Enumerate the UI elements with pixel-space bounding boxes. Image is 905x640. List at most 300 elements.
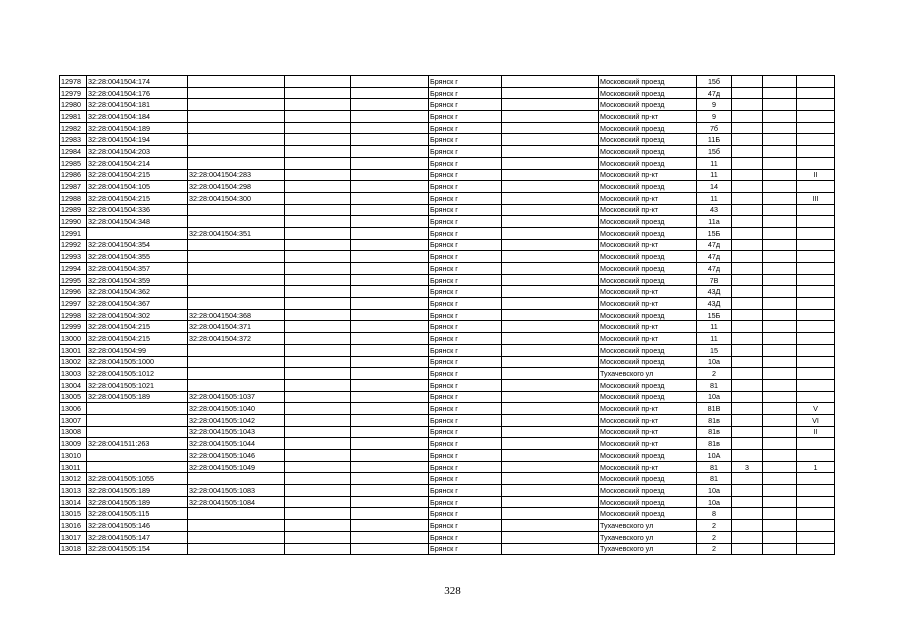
col-empty-5 bbox=[351, 485, 429, 497]
object-number bbox=[188, 204, 285, 216]
object-number bbox=[188, 216, 285, 228]
col-empty-7 bbox=[502, 508, 599, 520]
house-number: 2 bbox=[697, 520, 732, 532]
city-cell: Брянск г bbox=[429, 274, 502, 286]
premise-number bbox=[797, 356, 835, 368]
col-empty-7 bbox=[502, 263, 599, 275]
col-empty-4 bbox=[285, 531, 351, 543]
col-empty-7 bbox=[502, 169, 599, 181]
col-empty-5 bbox=[351, 146, 429, 158]
cadastral-number: 32:28:0041504:203 bbox=[87, 146, 188, 158]
street-cell: Московский проезд bbox=[599, 473, 697, 485]
street-cell: Тухачевского ул bbox=[599, 543, 697, 555]
row-number: 12990 bbox=[60, 216, 87, 228]
table-row bbox=[60, 111, 835, 123]
table-row bbox=[60, 403, 835, 415]
house-number: 2 bbox=[697, 531, 732, 543]
house-number: 47д bbox=[697, 251, 732, 263]
row-number: 13012 bbox=[60, 473, 87, 485]
row-number: 12997 bbox=[60, 298, 87, 310]
table-row bbox=[60, 76, 835, 88]
col-empty-4 bbox=[285, 543, 351, 555]
house-number: 47д bbox=[697, 239, 732, 251]
building-number bbox=[732, 157, 763, 169]
building-number bbox=[732, 309, 763, 321]
col-empty-5 bbox=[351, 391, 429, 403]
col-empty-4 bbox=[285, 181, 351, 193]
premise-number bbox=[797, 508, 835, 520]
cadastral-number: 32:28:0041504:359 bbox=[87, 274, 188, 286]
row-number: 13000 bbox=[60, 333, 87, 345]
col-empty-4 bbox=[285, 192, 351, 204]
col-empty-11 bbox=[763, 368, 797, 380]
row-number: 12991 bbox=[60, 227, 87, 239]
object-number bbox=[188, 356, 285, 368]
col-empty-4 bbox=[285, 309, 351, 321]
street-cell: Московский проезд bbox=[599, 379, 697, 391]
cadastral-number: 32:28:0041505:146 bbox=[87, 520, 188, 532]
col-empty-7 bbox=[502, 111, 599, 123]
col-empty-4 bbox=[285, 403, 351, 415]
table-row bbox=[60, 473, 835, 485]
building-number bbox=[732, 333, 763, 345]
premise-number bbox=[797, 99, 835, 111]
house-number: 15 bbox=[697, 344, 732, 356]
col-empty-4 bbox=[285, 169, 351, 181]
col-empty-4 bbox=[285, 216, 351, 228]
cadastral-number: 32:28:0041504:174 bbox=[87, 76, 188, 88]
cadastral-number: 32:28:0041505:189 bbox=[87, 496, 188, 508]
street-cell: Московский проезд bbox=[599, 485, 697, 497]
object-number: 32:28:0041505:1083 bbox=[188, 485, 285, 497]
street-cell: Московский проезд bbox=[599, 87, 697, 99]
city-cell: Брянск г bbox=[429, 263, 502, 275]
premise-number bbox=[797, 216, 835, 228]
street-cell: Московский проезд bbox=[599, 496, 697, 508]
col-empty-11 bbox=[763, 356, 797, 368]
col-empty-5 bbox=[351, 298, 429, 310]
col-empty-7 bbox=[502, 298, 599, 310]
table-row bbox=[60, 414, 835, 426]
col-empty-4 bbox=[285, 76, 351, 88]
street-cell: Московский пр-кт bbox=[599, 239, 697, 251]
object-number: 32:28:0041505:1046 bbox=[188, 450, 285, 462]
col-empty-7 bbox=[502, 356, 599, 368]
col-empty-4 bbox=[285, 204, 351, 216]
street-cell: Московский пр-кт bbox=[599, 461, 697, 473]
cadastral-number: 32:28:0041505:1055 bbox=[87, 473, 188, 485]
building-number bbox=[732, 99, 763, 111]
building-number bbox=[732, 321, 763, 333]
col-empty-4 bbox=[285, 450, 351, 462]
table-row bbox=[60, 333, 835, 345]
cadastral-number: 32:28:0041511:263 bbox=[87, 438, 188, 450]
col-empty-5 bbox=[351, 344, 429, 356]
row-number: 12985 bbox=[60, 157, 87, 169]
building-number bbox=[732, 263, 763, 275]
house-number: 10а bbox=[697, 356, 732, 368]
object-number bbox=[188, 251, 285, 263]
premise-number: II bbox=[797, 169, 835, 181]
col-empty-4 bbox=[285, 391, 351, 403]
table-row bbox=[60, 239, 835, 251]
building-number bbox=[732, 450, 763, 462]
col-empty-11 bbox=[763, 111, 797, 123]
col-empty-4 bbox=[285, 251, 351, 263]
building-number bbox=[732, 204, 763, 216]
cadastral-number: 32:28:0041504:354 bbox=[87, 239, 188, 251]
object-number bbox=[188, 146, 285, 158]
col-empty-4 bbox=[285, 344, 351, 356]
col-empty-4 bbox=[285, 356, 351, 368]
row-number: 13013 bbox=[60, 485, 87, 497]
row-number: 13003 bbox=[60, 368, 87, 380]
house-number: 2 bbox=[697, 368, 732, 380]
building-number bbox=[732, 344, 763, 356]
cadastral-number bbox=[87, 414, 188, 426]
house-number: 11Б bbox=[697, 134, 732, 146]
building-number bbox=[732, 192, 763, 204]
street-cell: Московский проезд bbox=[599, 157, 697, 169]
col-empty-11 bbox=[763, 181, 797, 193]
street-cell: Тухачевского ул bbox=[599, 520, 697, 532]
building-number bbox=[732, 76, 763, 88]
building-number bbox=[732, 122, 763, 134]
object-number bbox=[188, 239, 285, 251]
city-cell: Брянск г bbox=[429, 426, 502, 438]
table-body bbox=[60, 76, 835, 555]
table-row bbox=[60, 87, 835, 99]
city-cell: Брянск г bbox=[429, 403, 502, 415]
col-empty-7 bbox=[502, 309, 599, 321]
col-empty-7 bbox=[502, 251, 599, 263]
table-row bbox=[60, 391, 835, 403]
street-cell: Тухачевского ул bbox=[599, 531, 697, 543]
building-number bbox=[732, 274, 763, 286]
premise-number bbox=[797, 146, 835, 158]
col-empty-5 bbox=[351, 227, 429, 239]
building-number bbox=[732, 298, 763, 310]
building-number bbox=[732, 379, 763, 391]
table-row bbox=[60, 192, 835, 204]
premise-number: 1 bbox=[797, 461, 835, 473]
col-empty-7 bbox=[502, 99, 599, 111]
city-cell: Брянск г bbox=[429, 204, 502, 216]
col-empty-11 bbox=[763, 169, 797, 181]
cadastral-number: 32:28:0041505:115 bbox=[87, 508, 188, 520]
row-number: 13014 bbox=[60, 496, 87, 508]
registry-table bbox=[59, 75, 835, 555]
house-number: 47д bbox=[697, 263, 732, 275]
premise-number bbox=[797, 298, 835, 310]
street-cell: Московский пр-кт bbox=[599, 438, 697, 450]
col-empty-7 bbox=[502, 379, 599, 391]
street-cell: Московский проезд bbox=[599, 356, 697, 368]
street-cell: Московский проезд bbox=[599, 227, 697, 239]
col-empty-11 bbox=[763, 321, 797, 333]
city-cell: Брянск г bbox=[429, 438, 502, 450]
premise-number bbox=[797, 309, 835, 321]
city-cell: Брянск г bbox=[429, 379, 502, 391]
city-cell: Брянск г bbox=[429, 333, 502, 345]
table-row bbox=[60, 146, 835, 158]
col-empty-7 bbox=[502, 391, 599, 403]
row-number: 12983 bbox=[60, 134, 87, 146]
premise-number bbox=[797, 379, 835, 391]
cadastral-number: 32:28:0041504:105 bbox=[87, 181, 188, 193]
cadastral-number: 32:28:0041505:189 bbox=[87, 485, 188, 497]
col-empty-7 bbox=[502, 485, 599, 497]
premise-number bbox=[797, 520, 835, 532]
cadastral-number: 32:28:0041505:154 bbox=[87, 543, 188, 555]
object-number bbox=[188, 157, 285, 169]
premise-number bbox=[797, 333, 835, 345]
object-number bbox=[188, 531, 285, 543]
house-number: 81в bbox=[697, 414, 732, 426]
col-empty-4 bbox=[285, 146, 351, 158]
col-empty-5 bbox=[351, 450, 429, 462]
row-number: 13005 bbox=[60, 391, 87, 403]
street-cell: Московский проезд bbox=[599, 146, 697, 158]
cadastral-number: 32:28:0041504:357 bbox=[87, 263, 188, 275]
row-number: 12998 bbox=[60, 309, 87, 321]
street-cell: Московский пр-кт bbox=[599, 192, 697, 204]
col-empty-4 bbox=[285, 461, 351, 473]
col-empty-7 bbox=[502, 227, 599, 239]
table-row bbox=[60, 227, 835, 239]
table-row bbox=[60, 461, 835, 473]
row-number: 12989 bbox=[60, 204, 87, 216]
col-empty-11 bbox=[763, 496, 797, 508]
col-empty-5 bbox=[351, 508, 429, 520]
col-empty-11 bbox=[763, 134, 797, 146]
cadastral-number bbox=[87, 403, 188, 415]
building-number bbox=[732, 508, 763, 520]
street-cell: Тухачевского ул bbox=[599, 368, 697, 380]
building-number bbox=[732, 473, 763, 485]
col-empty-4 bbox=[285, 508, 351, 520]
house-number: 81в bbox=[697, 438, 732, 450]
cadastral-number: 32:28:0041504:215 bbox=[87, 321, 188, 333]
col-empty-5 bbox=[351, 263, 429, 275]
city-cell: Брянск г bbox=[429, 368, 502, 380]
premise-number bbox=[797, 111, 835, 123]
city-cell: Брянск г bbox=[429, 76, 502, 88]
premise-number bbox=[797, 438, 835, 450]
col-empty-5 bbox=[351, 309, 429, 321]
row-number: 13018 bbox=[60, 543, 87, 555]
city-cell: Брянск г bbox=[429, 391, 502, 403]
row-number: 13001 bbox=[60, 344, 87, 356]
col-empty-4 bbox=[285, 286, 351, 298]
col-empty-11 bbox=[763, 157, 797, 169]
cadastral-number: 32:28:0041504:348 bbox=[87, 216, 188, 228]
row-number: 13004 bbox=[60, 379, 87, 391]
house-number: 15б bbox=[697, 146, 732, 158]
col-empty-11 bbox=[763, 438, 797, 450]
col-empty-11 bbox=[763, 251, 797, 263]
object-number bbox=[188, 263, 285, 275]
premise-number bbox=[797, 239, 835, 251]
col-empty-7 bbox=[502, 450, 599, 462]
city-cell: Брянск г bbox=[429, 344, 502, 356]
house-number: 11 bbox=[697, 333, 732, 345]
page-number: 328 bbox=[444, 585, 461, 597]
row-number: 12992 bbox=[60, 239, 87, 251]
cadastral-number: 32:28:0041504:215 bbox=[87, 169, 188, 181]
street-cell: Московский проезд bbox=[599, 122, 697, 134]
row-number: 12999 bbox=[60, 321, 87, 333]
col-empty-4 bbox=[285, 379, 351, 391]
premise-number bbox=[797, 204, 835, 216]
col-empty-7 bbox=[502, 403, 599, 415]
cadastral-number: 32:28:0041505:1021 bbox=[87, 379, 188, 391]
house-number: 2 bbox=[697, 543, 732, 555]
col-empty-4 bbox=[285, 122, 351, 134]
table-row bbox=[60, 520, 835, 532]
col-empty-11 bbox=[763, 520, 797, 532]
house-number: 7В bbox=[697, 274, 732, 286]
building-number bbox=[732, 111, 763, 123]
house-number: 43Д bbox=[697, 298, 732, 310]
house-number: 9 bbox=[697, 99, 732, 111]
house-number: 11 bbox=[697, 321, 732, 333]
city-cell: Брянск г bbox=[429, 192, 502, 204]
street-cell: Московский пр-кт bbox=[599, 321, 697, 333]
row-number: 12986 bbox=[60, 169, 87, 181]
house-number: 47д bbox=[697, 87, 732, 99]
premise-number bbox=[797, 321, 835, 333]
col-empty-7 bbox=[502, 426, 599, 438]
col-empty-7 bbox=[502, 134, 599, 146]
street-cell: Московский проезд bbox=[599, 344, 697, 356]
premise-number bbox=[797, 134, 835, 146]
house-number: 10А bbox=[697, 450, 732, 462]
table-row bbox=[60, 508, 835, 520]
object-number: 32:28:0041505:1037 bbox=[188, 391, 285, 403]
premise-number bbox=[797, 122, 835, 134]
city-cell: Брянск г bbox=[429, 450, 502, 462]
col-empty-5 bbox=[351, 368, 429, 380]
city-cell: Брянск г bbox=[429, 298, 502, 310]
city-cell: Брянск г bbox=[429, 227, 502, 239]
col-empty-11 bbox=[763, 508, 797, 520]
cadastral-number: 32:28:0041505:147 bbox=[87, 531, 188, 543]
premise-number: V bbox=[797, 403, 835, 415]
street-cell: Московский пр-кт bbox=[599, 333, 697, 345]
city-cell: Брянск г bbox=[429, 414, 502, 426]
col-empty-11 bbox=[763, 99, 797, 111]
col-empty-5 bbox=[351, 438, 429, 450]
col-empty-7 bbox=[502, 333, 599, 345]
col-empty-5 bbox=[351, 379, 429, 391]
table-row bbox=[60, 181, 835, 193]
object-number bbox=[188, 543, 285, 555]
building-number bbox=[732, 496, 763, 508]
col-empty-7 bbox=[502, 87, 599, 99]
col-empty-5 bbox=[351, 204, 429, 216]
city-cell: Брянск г bbox=[429, 321, 502, 333]
row-number: 12980 bbox=[60, 99, 87, 111]
col-empty-5 bbox=[351, 473, 429, 485]
col-empty-4 bbox=[285, 87, 351, 99]
object-number: 32:28:0041504:351 bbox=[188, 227, 285, 239]
col-empty-11 bbox=[763, 286, 797, 298]
house-number: 43Д bbox=[697, 286, 732, 298]
table-row bbox=[60, 157, 835, 169]
city-cell: Брянск г bbox=[429, 181, 502, 193]
table-row bbox=[60, 286, 835, 298]
col-empty-11 bbox=[763, 122, 797, 134]
row-number: 12995 bbox=[60, 274, 87, 286]
table-row bbox=[60, 531, 835, 543]
col-empty-4 bbox=[285, 298, 351, 310]
col-empty-11 bbox=[763, 298, 797, 310]
row-number: 12994 bbox=[60, 263, 87, 275]
building-number bbox=[732, 227, 763, 239]
city-cell: Брянск г bbox=[429, 520, 502, 532]
object-number bbox=[188, 99, 285, 111]
col-empty-11 bbox=[763, 192, 797, 204]
object-number bbox=[188, 286, 285, 298]
street-cell: Московский проезд bbox=[599, 99, 697, 111]
col-empty-5 bbox=[351, 286, 429, 298]
cadastral-number bbox=[87, 227, 188, 239]
building-number bbox=[732, 87, 763, 99]
building-number bbox=[732, 543, 763, 555]
premise-number bbox=[797, 251, 835, 263]
object-number: 32:28:0041504:372 bbox=[188, 333, 285, 345]
cadastral-number: 32:28:0041504:189 bbox=[87, 122, 188, 134]
house-number: 11 bbox=[697, 157, 732, 169]
house-number: 81в bbox=[697, 426, 732, 438]
col-empty-4 bbox=[285, 99, 351, 111]
table-row bbox=[60, 216, 835, 228]
city-cell: Брянск г bbox=[429, 122, 502, 134]
house-number: 10а bbox=[697, 496, 732, 508]
col-empty-5 bbox=[351, 192, 429, 204]
building-number bbox=[732, 216, 763, 228]
col-empty-5 bbox=[351, 181, 429, 193]
col-empty-11 bbox=[763, 426, 797, 438]
col-empty-7 bbox=[502, 461, 599, 473]
street-cell: Московский проезд bbox=[599, 263, 697, 275]
city-cell: Брянск г bbox=[429, 157, 502, 169]
city-cell: Брянск г bbox=[429, 251, 502, 263]
house-number: 81В bbox=[697, 403, 732, 415]
col-empty-7 bbox=[502, 146, 599, 158]
col-empty-11 bbox=[763, 485, 797, 497]
col-empty-5 bbox=[351, 426, 429, 438]
table-row bbox=[60, 169, 835, 181]
col-empty-4 bbox=[285, 263, 351, 275]
city-cell: Брянск г bbox=[429, 111, 502, 123]
row-number: 13008 bbox=[60, 426, 87, 438]
col-empty-4 bbox=[285, 496, 351, 508]
premise-number bbox=[797, 450, 835, 462]
cadastral-number bbox=[87, 450, 188, 462]
city-cell: Брянск г bbox=[429, 216, 502, 228]
building-number bbox=[732, 239, 763, 251]
premise-number bbox=[797, 531, 835, 543]
premise-number bbox=[797, 87, 835, 99]
object-number: 32:28:0041504:298 bbox=[188, 181, 285, 193]
premise-number bbox=[797, 485, 835, 497]
city-cell: Брянск г bbox=[429, 286, 502, 298]
premise-number: VI bbox=[797, 414, 835, 426]
house-number: 10а bbox=[697, 391, 732, 403]
table-row bbox=[60, 379, 835, 391]
